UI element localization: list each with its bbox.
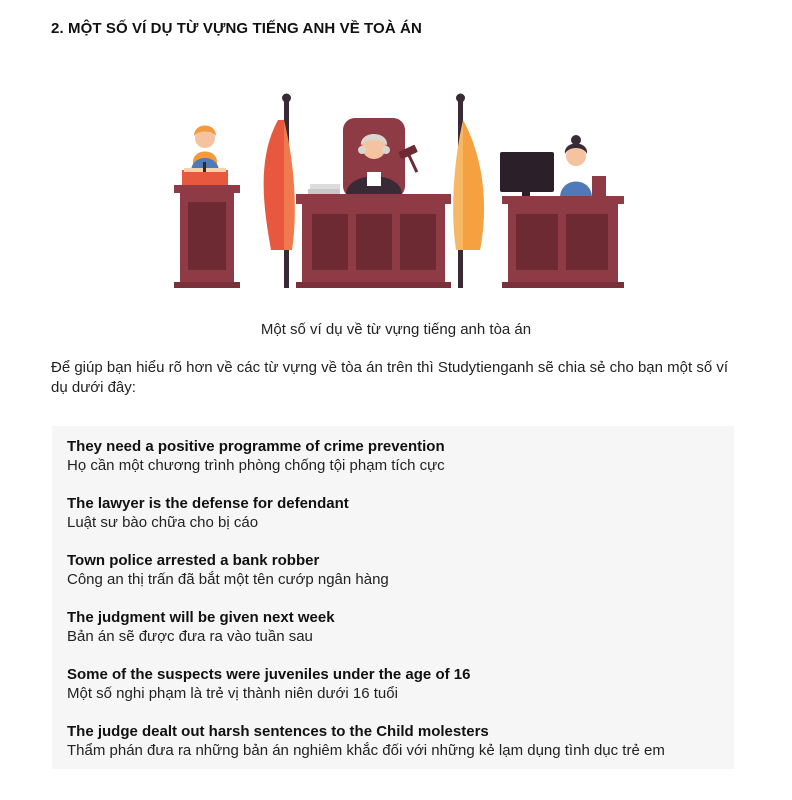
example-vietnamese: Một số nghi phạm là trẻ vị thành niên dưới 16 tuổi [67, 685, 398, 702]
example-item [67, 494, 734, 551]
image-caption: Một số ví dụ về từ vựng tiếng anh tòa án [260, 321, 532, 338]
example-english: Town police arrested a bank robber [67, 552, 320, 569]
example-item [67, 608, 734, 665]
section-heading: 2. MỘT SỐ VÍ DỤ TỪ VỰNG TIẾNG ANH VỀ TOÀ ÁN [51, 20, 422, 37]
example-english: The judgment will be given next week [67, 609, 335, 626]
example-item [67, 551, 734, 608]
example-vietnamese: Công an thị trấn đã bắt một tên cướp ngân hàng [67, 571, 389, 588]
example-vietnamese: Thẩm phán đưa ra những bản án nghiêm khắc đối với những kẻ lạm dụng tình dục trẻ em [67, 742, 665, 759]
intro-paragraph: Để giúp bạn hiểu rõ hơn về các từ vựng về tòa án trên thì Studytienganh sẽ chia sẻ cho bạn một số ví dụ dưới đây: [51, 359, 728, 396]
example-item [67, 437, 734, 494]
example-vietnamese: Luật sư bào chữa cho bị cáo [67, 514, 259, 531]
right-flag [453, 94, 484, 289]
judge-bench [296, 118, 451, 288]
courtroom-illustration [160, 90, 635, 295]
example-english: They need a positive programme of crime prevention [67, 438, 445, 455]
example-vietnamese: Bản án sẽ được đưa ra vào tuần sau [67, 628, 313, 645]
example-item [67, 665, 734, 722]
example-english: The judge dealt out harsh sentences to the Child molesters [67, 723, 489, 740]
example-english: Some of the suspects were juveniles under the age of 16 [67, 666, 471, 683]
witness-stand [174, 126, 240, 289]
example-vietnamese: Họ cần một chương trình phòng chống tội phạm tích cực [67, 457, 445, 474]
examples-box [52, 426, 734, 769]
left-flag [264, 94, 295, 289]
clerk-desk [500, 135, 624, 288]
example-english: The lawyer is the defense for defendant [67, 495, 349, 512]
example-item [67, 722, 734, 779]
